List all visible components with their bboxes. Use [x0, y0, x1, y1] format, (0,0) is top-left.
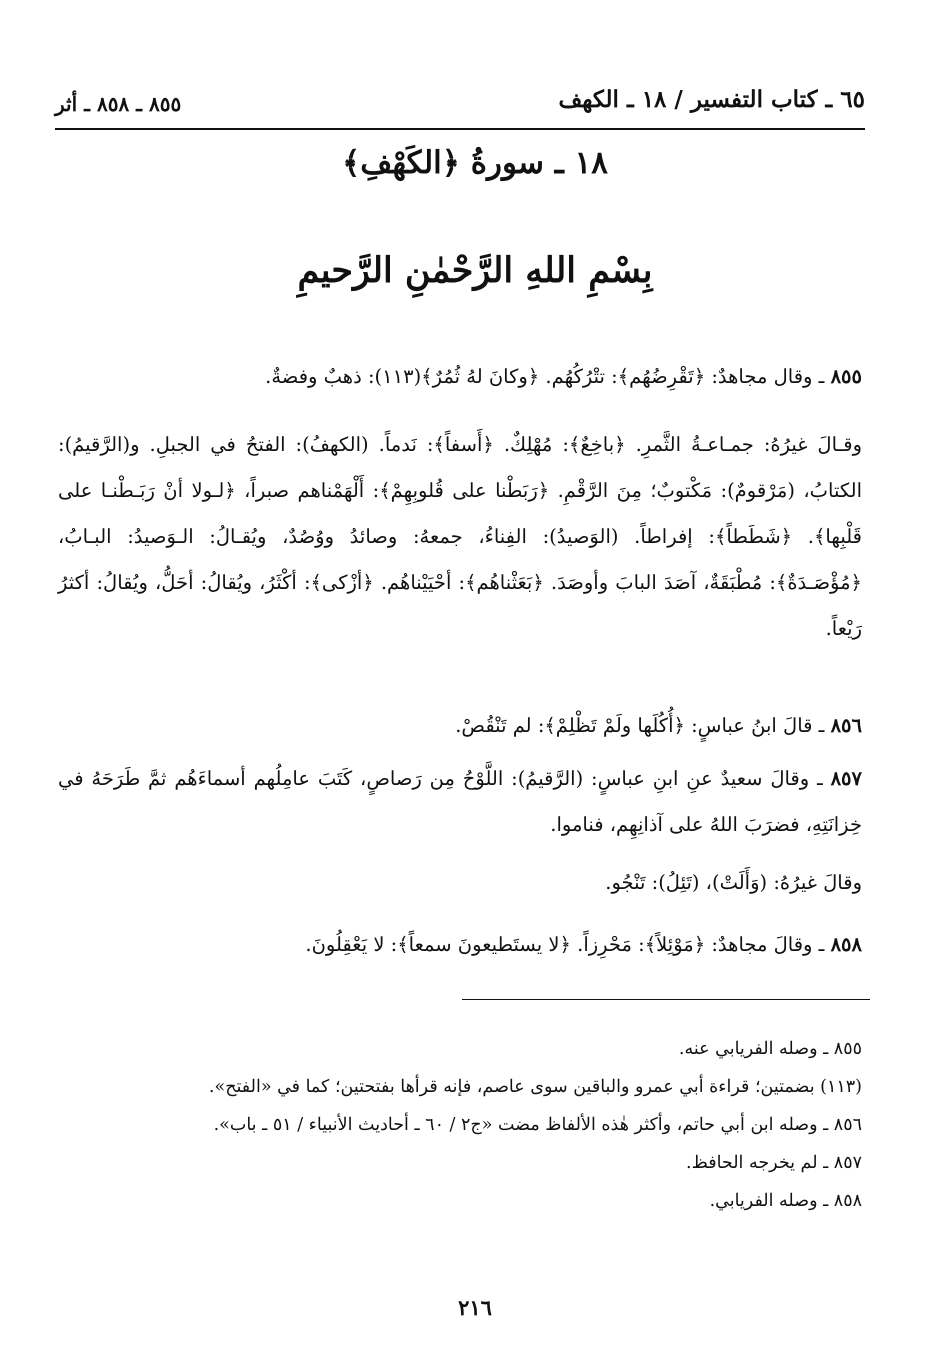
athar-number: ٨٥٥	[830, 365, 862, 388]
athar-855-continuation	[58, 422, 862, 652]
athar-857	[58, 756, 862, 848]
footnotes	[62, 1030, 862, 1220]
footnote-855: ٨٥٥ ـ وصله الفريابي عنه.	[678, 1039, 862, 1059]
athar-858	[58, 922, 862, 968]
athar-text: ـ وقالَ مجاهدٌ: ﴿مَوْئِلاً﴾: مَحْرِزاً. ﴿لا يستَطيعونَ سمعاً﴾: لا يَعْقِلُونَ.	[305, 933, 831, 956]
paragraph-text: وقالَ غيرُهُ: (وَأَلَتْ)، (تَئِلُ): تَنْجُو.	[605, 871, 862, 894]
athar-text: ـ وقالَ سعيدٌ عنِ ابنِ عباسٍ: (الرَّقيمُ): اللَّوْحُ مِن رَصاصٍ، كَتَبَ عامِلُهم أسماءَهُم ثمَّ طَرَحَهُ في خِزانَتِهِ، فضرَبَ اللهُ على آذانِهِم، فناموا.	[58, 767, 862, 836]
athar-text: ـ وقال مجاهدٌ: ﴿تَقْرِضُهُم﴾: تتْرُكُهُم. ﴿وكانَ لهُ ثُمُرٌ﴾(١١٣): ذهبٌ وفضةٌ.	[265, 365, 831, 388]
footnote-856: ٨٥٦ ـ وصله ابن أبي حاتم، وأكثر هٰذه الألفاظ مضت «ج٢ / ٦٠ ـ أحاديث الأنبياء / ٥١ ـ باب».	[213, 1115, 862, 1135]
paragraph-text: وقـالَ غيرُهُ: جمـاعـةُ الثَّمرِ. ﴿باخِعٌ﴾: مُهْلِكٌ. ﴿أَسفاً﴾: نَدماً. (الكهفُ): الفتحُ في الجبلِ. و(الرَّقيمُ): الكتابُ، (مَرْقومٌ): مَكْتوبٌ؛ مِنَ الرَّقْمِ. ﴿رَبَطْنا على قُلوبِهِمْ﴾: أَلْهَمْناهم صبراً، ﴿لـولا أنْ رَبَـطْنـا على قَلْبِها﴾. ﴿شَطَطاً﴾: إفراطاً. (الوَصيدُ): الفِناءُ، جمعهُ: وصائدُ ووُصُدٌ، ويُقـالُ: الـوَصيدُ: البـابُ، ﴿مُؤْصَـدَةٌ﴾: مُطْبَقَةٌ، آصَدَ البابَ وأوصَدَ. ﴿بَعَثْناهُم﴾: أحْيَيْناهُم. ﴿أزْكى﴾: أكْثَرُ، ويُقالُ: أحَلُّ، ويُقالُ: أكثرُ رَيْعاً.	[58, 433, 862, 640]
athar-857-continuation	[58, 860, 862, 906]
athar-number: ٨٥٧	[830, 767, 862, 790]
basmala: بِسْمِ اللهِ الرَّحْمٰنِ الرَّحيمِ	[297, 250, 653, 291]
footnote-113: (١١٣) بضمتين؛ قراءة أبي عمرو والباقين سوى عاصم، فإنه قرأها بفتحتين؛ كما في «الفتح».	[208, 1077, 862, 1097]
footnote-858: ٨٥٨ ـ وصله الفريابي.	[709, 1191, 862, 1211]
footnote-857: ٨٥٧ ـ لم يخرجه الحافظ.	[686, 1153, 862, 1173]
athar-number: ٨٥٦	[830, 714, 862, 737]
page-number: ٢١٦	[458, 1295, 492, 1320]
athar-text: ـ قالَ ابنُ عباسٍ: ﴿أُكُلَها ولَمْ تَظْلِمْ﴾: لم تَنْقُصْ.	[455, 714, 831, 737]
running-header	[55, 84, 865, 130]
surah-title: ١٨ ـ سورةُ ﴿الكَهْفِ﴾	[342, 145, 608, 181]
chapter-reference: ٦٥ ـ كتاب التفسير / ١٨ ـ الكهف	[558, 86, 865, 113]
header-divider	[55, 128, 865, 130]
athar-number: ٨٥٨	[830, 933, 862, 956]
footnote-divider	[462, 999, 870, 1000]
athar-856	[58, 703, 862, 749]
athar-855	[58, 354, 862, 400]
athar-range: ٨٥٥ ـ ٨٥٨ ـ أثر	[55, 92, 182, 116]
